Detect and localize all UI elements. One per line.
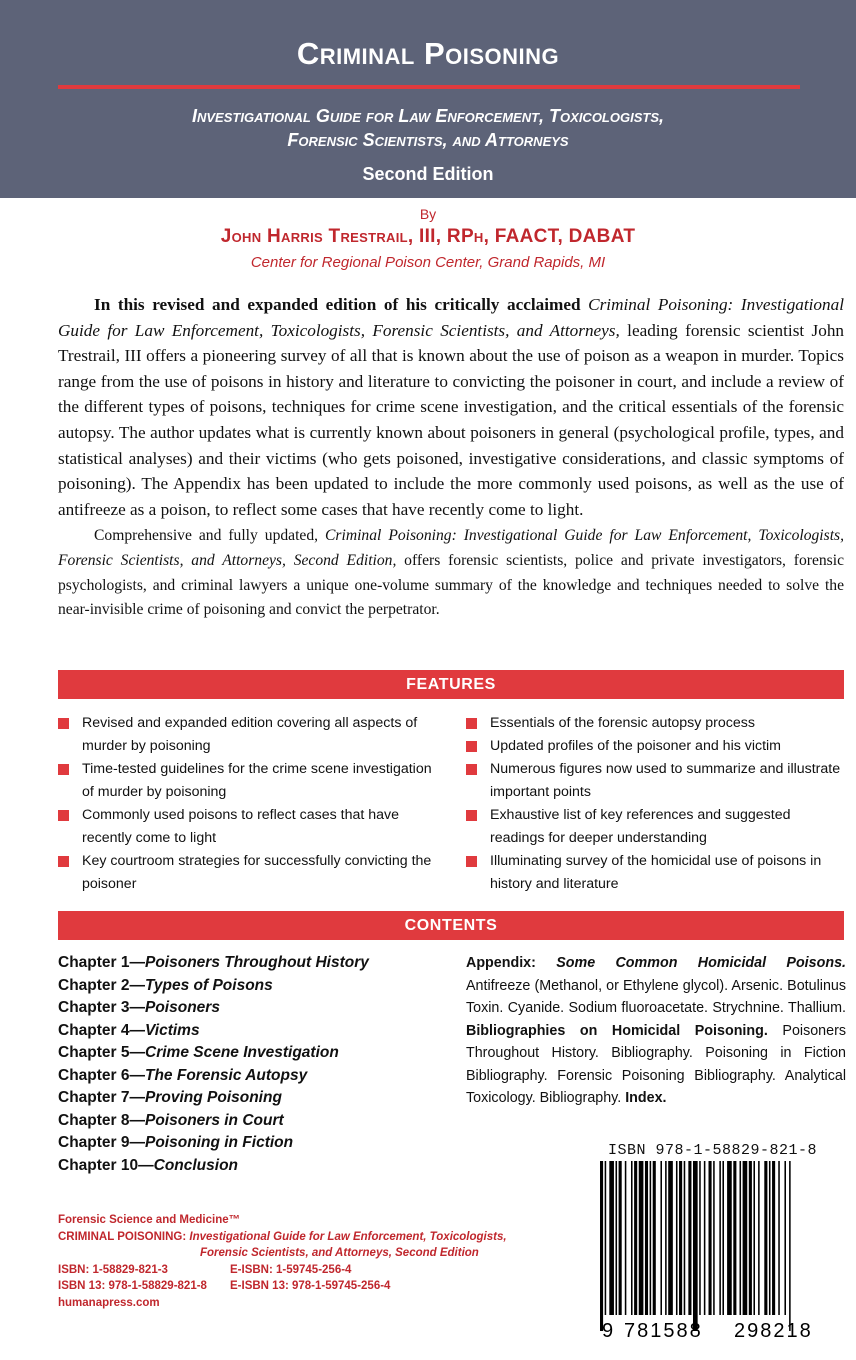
chapter-entry: Chapter 5—Crime Scene Investigation bbox=[58, 1044, 339, 1061]
barcode-bar bbox=[679, 1161, 682, 1315]
author-name: John Harris Trestrail, III, RPh, FAACT, DABAT bbox=[220, 226, 636, 247]
bullet-square-icon bbox=[58, 810, 69, 821]
affiliation-lead: Center bbox=[250, 254, 296, 271]
barcode-bar bbox=[619, 1161, 622, 1315]
barcode-bar bbox=[753, 1161, 755, 1315]
barcode-bar bbox=[660, 1161, 662, 1315]
barcode-bar bbox=[709, 1161, 712, 1315]
description-paragraph-1: In this revised and expanded edition of his critically acclaimed Criminal Poisoning: Investigational Guide for Law Enforcement, Toxicologists, Forensic Scientists, and Attorneys, leading forensic scientist John Trestrail, III offers a pioneering survey of all that is known about the use of poison as a weapon in murder. Topics range from the use of poisons in history and literature to convicting the poisoner in court, and include a review of the different types of poisons, techniques for crime scene investigation, and the critical essentials of the forensic autopsy. The author updates what is currently known about poisoners in general (psychological profile, types, and statistical analyses) and their victims (who gets poisoned, investigative considerations, and classic symptoms of poisoning). The Appendix has been updated to include the more commonly used poisons, as well as the use of antifreeze as a poison, to reflect some cases that have recently come to light. bbox=[58, 295, 845, 519]
footer-book-title-cont: Forensic Scientists, and Attorneys, Second Edition bbox=[200, 1247, 479, 1259]
appendix-summary: Appendix: Some Common Homicidal Poisons. Antifreeze (Methanol, or Ethylene glycol). Arsenic. Botulinus Toxin. Cyanide. Sodium fluoroacetate. Strychnine. Thallium. Bibliographies on Homicidal Poisoning. Poisoners Throughout History. Bibliography. Poisoning in Fiction Bibliography. Forensic Poisoning Bibliography. Analytical Toxicology. Bibliography. Index. bbox=[466, 955, 846, 1106]
footer-book-title: CRIMINAL POISONING: Investigational Guide for Law Enforcement, Toxicologists, bbox=[58, 1230, 507, 1243]
barcode-bar bbox=[676, 1161, 678, 1315]
barcode-bar bbox=[740, 1161, 742, 1315]
feature-item: Revised and expanded edition covering all aspects of murder by poisoning bbox=[58, 712, 438, 758]
bullet-square-icon bbox=[466, 764, 477, 775]
chapter-entry: Chapter 9—Poisoning in Fiction bbox=[58, 1134, 294, 1151]
isbn-barcode bbox=[596, 1161, 844, 1341]
author-affiliation bbox=[0, 254, 856, 271]
bullet-square-icon bbox=[466, 810, 477, 821]
isbn13: ISBN 13: 978-1-58829-821-8 bbox=[58, 1280, 207, 1292]
bullet-square-icon bbox=[58, 764, 69, 775]
subtitle-line-1: Investigational Guide for Law Enforcement, Toxicologists, bbox=[192, 106, 664, 126]
publisher-footer bbox=[58, 1212, 578, 1311]
barcode-bar bbox=[616, 1161, 618, 1315]
book-title: Criminal Poisoning bbox=[296, 36, 560, 71]
barcode-digits-group-2: 298218 bbox=[734, 1320, 813, 1341]
barcode-bar bbox=[784, 1161, 786, 1315]
feature-item: Commonly used poisons to reflect cases that have recently come to light bbox=[58, 804, 438, 850]
barcode-bar bbox=[650, 1161, 652, 1315]
chapter-entry: Chapter 4—Victims bbox=[58, 1021, 200, 1039]
barcode-bar bbox=[749, 1161, 752, 1315]
barcode-bar bbox=[600, 1161, 603, 1331]
barcode-bar bbox=[645, 1161, 648, 1315]
barcode-digit-lead: 9 bbox=[602, 1320, 614, 1341]
by-label: By bbox=[419, 206, 437, 222]
isbn: ISBN: 1-58829-821-3 bbox=[58, 1263, 168, 1276]
barcode-bar bbox=[704, 1161, 706, 1315]
book-subtitle bbox=[0, 104, 856, 152]
description bbox=[58, 292, 844, 623]
barcode-bar bbox=[605, 1161, 607, 1315]
barcode-bar bbox=[665, 1161, 667, 1315]
series-name: Forensic Science and Medicine™ bbox=[58, 1214, 241, 1226]
feature-item: Numerous figures now used to summarize and illustrate important points bbox=[466, 758, 846, 804]
bullet-square-icon bbox=[58, 718, 69, 729]
barcode-bar bbox=[684, 1161, 686, 1315]
chapter-entry: Chapter 7—Proving Poisoning bbox=[58, 1089, 282, 1106]
bullet-square-icon bbox=[466, 718, 477, 729]
features-heading: FEATURES bbox=[58, 670, 844, 699]
barcode-isbn-text: ISBN 978-1-58829-821-8 bbox=[608, 1142, 818, 1159]
bullet-square-icon bbox=[466, 856, 477, 867]
barcode-bar bbox=[772, 1161, 775, 1315]
publisher-website[interactable]: humanapress.com bbox=[58, 1296, 160, 1309]
chapter-entry: Chapter 8—Poisoners in Court bbox=[58, 1111, 284, 1129]
barcode-bar bbox=[722, 1161, 724, 1315]
barcode-bar bbox=[758, 1161, 760, 1315]
barcode-bar bbox=[699, 1161, 701, 1315]
barcode-bar bbox=[639, 1161, 644, 1315]
bullet-square-icon bbox=[58, 856, 69, 867]
barcode-bar bbox=[713, 1161, 715, 1315]
bullet-square-icon bbox=[466, 741, 477, 752]
eisbn: E-ISBN: 1-59745-256-4 bbox=[230, 1263, 352, 1276]
edition-label: Second Edition bbox=[362, 164, 494, 184]
feature-item: Updated profiles of the poisoner and his victim bbox=[466, 735, 846, 758]
barcode-bar bbox=[778, 1161, 780, 1315]
features-list-left bbox=[58, 712, 438, 896]
feature-item: Time-tested guidelines for the crime scene investigation of murder by poisoning bbox=[58, 758, 438, 804]
isbn13-row bbox=[58, 1278, 578, 1295]
barcode-bar bbox=[727, 1161, 732, 1315]
contents-heading: CONTENTS bbox=[58, 911, 844, 940]
barcode-bar bbox=[609, 1161, 614, 1315]
affiliation-rest: for Regional Poison Center, Grand Rapids, MI bbox=[295, 254, 606, 271]
barcode-bar bbox=[733, 1161, 736, 1315]
barcode-digits-group-1: 781588 bbox=[624, 1320, 703, 1341]
barcode-bar bbox=[631, 1161, 633, 1315]
byline bbox=[0, 206, 856, 271]
barcode-bar bbox=[693, 1161, 698, 1331]
feature-item: Key courtroom strategies for successfully convicting the poisoner bbox=[58, 850, 438, 896]
barcode-bar bbox=[634, 1161, 637, 1315]
chapter-entry: Chapter 3—Poisoners bbox=[58, 999, 220, 1016]
feature-item: Essentials of the forensic autopsy process bbox=[466, 712, 846, 735]
chapter-entry: Chapter 6—The Forensic Autopsy bbox=[58, 1066, 308, 1084]
chapter-entry: Chapter 1—Poisoners Throughout History bbox=[58, 954, 369, 971]
barcode-bar bbox=[653, 1161, 656, 1315]
description-paragraph-2: Comprehensive and fully updated, Criminal Poisoning: Investigational Guide for Law Enforcement, Toxicologists, Forensic Scientists, and Attorneys, Second Edition, offers forensic scientists, police and private investigators, forensic psychologists, and criminal lawyers a unique one-volume summary of the knowledge and techniques needed to solve the near-invisible crime of poisoning and convict the perpetrator. bbox=[58, 527, 844, 619]
barcode-bar bbox=[764, 1161, 767, 1315]
chapter-entry: Chapter 2—Types of Poisons bbox=[58, 976, 273, 994]
title-rule bbox=[58, 85, 800, 89]
isbn-row bbox=[58, 1262, 578, 1279]
barcode-bar bbox=[625, 1161, 627, 1315]
header-banner bbox=[0, 0, 856, 198]
features-list-right bbox=[466, 712, 846, 896]
barcode-bar bbox=[719, 1161, 721, 1315]
chapter-entry: Chapter 10—Conclusion bbox=[58, 1156, 239, 1174]
table-of-contents bbox=[58, 952, 458, 1177]
barcode-bar bbox=[688, 1161, 691, 1315]
barcode-bar bbox=[668, 1161, 673, 1315]
feature-item: Exhaustive list of key references and suggested readings for deeper understanding bbox=[466, 804, 846, 850]
barcode-bar bbox=[789, 1161, 791, 1331]
feature-item: Illuminating survey of the homicidal use of poisons in history and literature bbox=[466, 850, 846, 896]
eisbn13: E-ISBN 13: 978-1-59745-256-4 bbox=[230, 1280, 391, 1292]
subtitle-line-2: Forensic Scientists, and Attorneys bbox=[287, 130, 569, 150]
barcode-bar bbox=[743, 1161, 748, 1315]
barcode-bar bbox=[769, 1161, 771, 1315]
